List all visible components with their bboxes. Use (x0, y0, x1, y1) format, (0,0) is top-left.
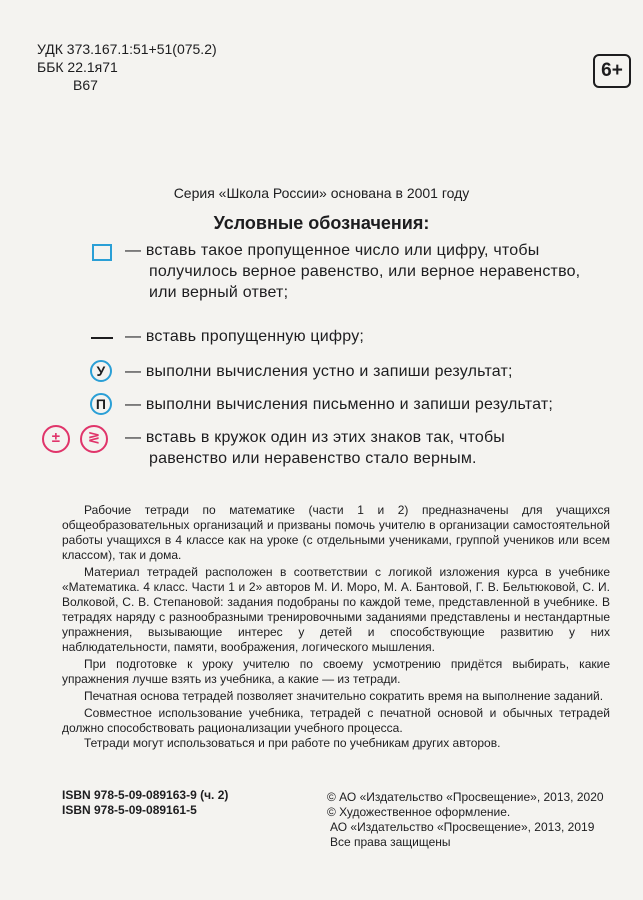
legend-text: — выполни вычисления письменно и запиши результат; (125, 396, 554, 413)
isbn-line: ISBN 978-5-09-089163-9 (ч. 2) (62, 788, 229, 802)
isbn-line: ISBN 978-5-09-089161-5 (62, 803, 197, 817)
paragraph: Материал тетрадей расположен в соответствии с логикой изложения курса в учебнике «Математика. 4 класс. Части 1 и 2» авторов М. И. Моро, М. А. Бантовой, Г. В. Бельтюковой, С. И. Волковой, С. В. Степановой: задания подобраны по каждой теме, представленной в учебнике. В тетрадях наряду с разнообразными тренировочными заданиями представлены и нестандартные упражнения, вызывающие интерес у детей и способствующие развитию у них наблюдательности, памяти, воображения, логического мышления. (62, 565, 610, 654)
age-rating-badge: 6+ (593, 54, 631, 88)
description-text (62, 503, 610, 751)
paragraph: Тетради могут использоваться и при работе по учебникам других авторов. (84, 736, 501, 750)
plus-minus-circle-icon: ± (42, 425, 70, 453)
legend-text: — вставь такое пропущенное число или цифру, чтобы (125, 242, 540, 259)
square-box-icon (92, 244, 112, 261)
legend-text: — выполни вычисления устно и запиши результат; (125, 363, 513, 380)
bbk-line: ББК 22.1я71 (37, 59, 118, 75)
paragraph: При подготовке к уроку учителю по своему усмотрению придётся выбирать, какие упражнения лучше взять из учебника, а какие — из тетради. (62, 657, 610, 686)
legend-text: — вставь в кружок один из этих знаков так, чтобы (125, 429, 506, 446)
copyright-block (327, 790, 604, 850)
paragraph: Печатная основа тетрадей позволяет значительно сократить время на выполнение заданий. (84, 689, 604, 703)
legend-item-4 (125, 394, 553, 415)
legend-text: равенство или неравенство стало верным. (149, 450, 477, 467)
legend-sign-circles (42, 425, 108, 453)
paragraph: Совместное использование учебника, тетрадей с печатной основой и обычных тетрадей должно способствовать рационализации учебного процесса. (62, 706, 610, 735)
legend-item-1 (125, 240, 580, 303)
legend-text: получилось верное равенство, или верное неравенство, (149, 263, 581, 280)
greater-less-circle-icon: ≷ (80, 425, 108, 453)
legend-item-3 (125, 361, 513, 382)
dash-icon (91, 337, 113, 339)
legend-circle-p (90, 393, 112, 415)
circle-u-icon: У (90, 360, 112, 382)
udk-line: УДК 373.167.1:51+51(075.2) (37, 41, 217, 57)
copyright-line: Все права защищены (330, 835, 451, 849)
udk-block (37, 40, 217, 94)
legend-text: — вставь пропущенную цифру; (125, 328, 365, 345)
legend-item-5 (125, 427, 505, 469)
series-line: Серия «Школа России» основана в 2001 году (173, 185, 470, 201)
copyright-line: АО «Издательство «Просвещение», 2013, 2019 (330, 820, 595, 834)
legend-square-box-icon (92, 244, 112, 261)
author-mark: В67 (73, 77, 98, 93)
copyright-line: © АО «Издательство «Просвещение», 2013, 2020 (327, 790, 604, 804)
legend-title: Условные обозначения: (213, 213, 430, 233)
isbn-block (62, 788, 228, 818)
legend-item-2 (125, 326, 364, 347)
legend-dash (91, 337, 113, 339)
copyright-line: © Художественное оформление. (327, 805, 511, 819)
circle-p-icon: П (90, 393, 112, 415)
legend-circle-u (90, 360, 112, 382)
paragraph: Рабочие тетради по математике (части 1 и 2) предназначены для учащихся общеобразовательных организаций и призваны помочь учителю в организации самостоятельной работы учащихся в 4 классе как на уроке (с отдельными учениками, группой учеников или всем классом), так и дома. (62, 503, 610, 562)
legend-text: или верный ответ; (149, 284, 289, 301)
